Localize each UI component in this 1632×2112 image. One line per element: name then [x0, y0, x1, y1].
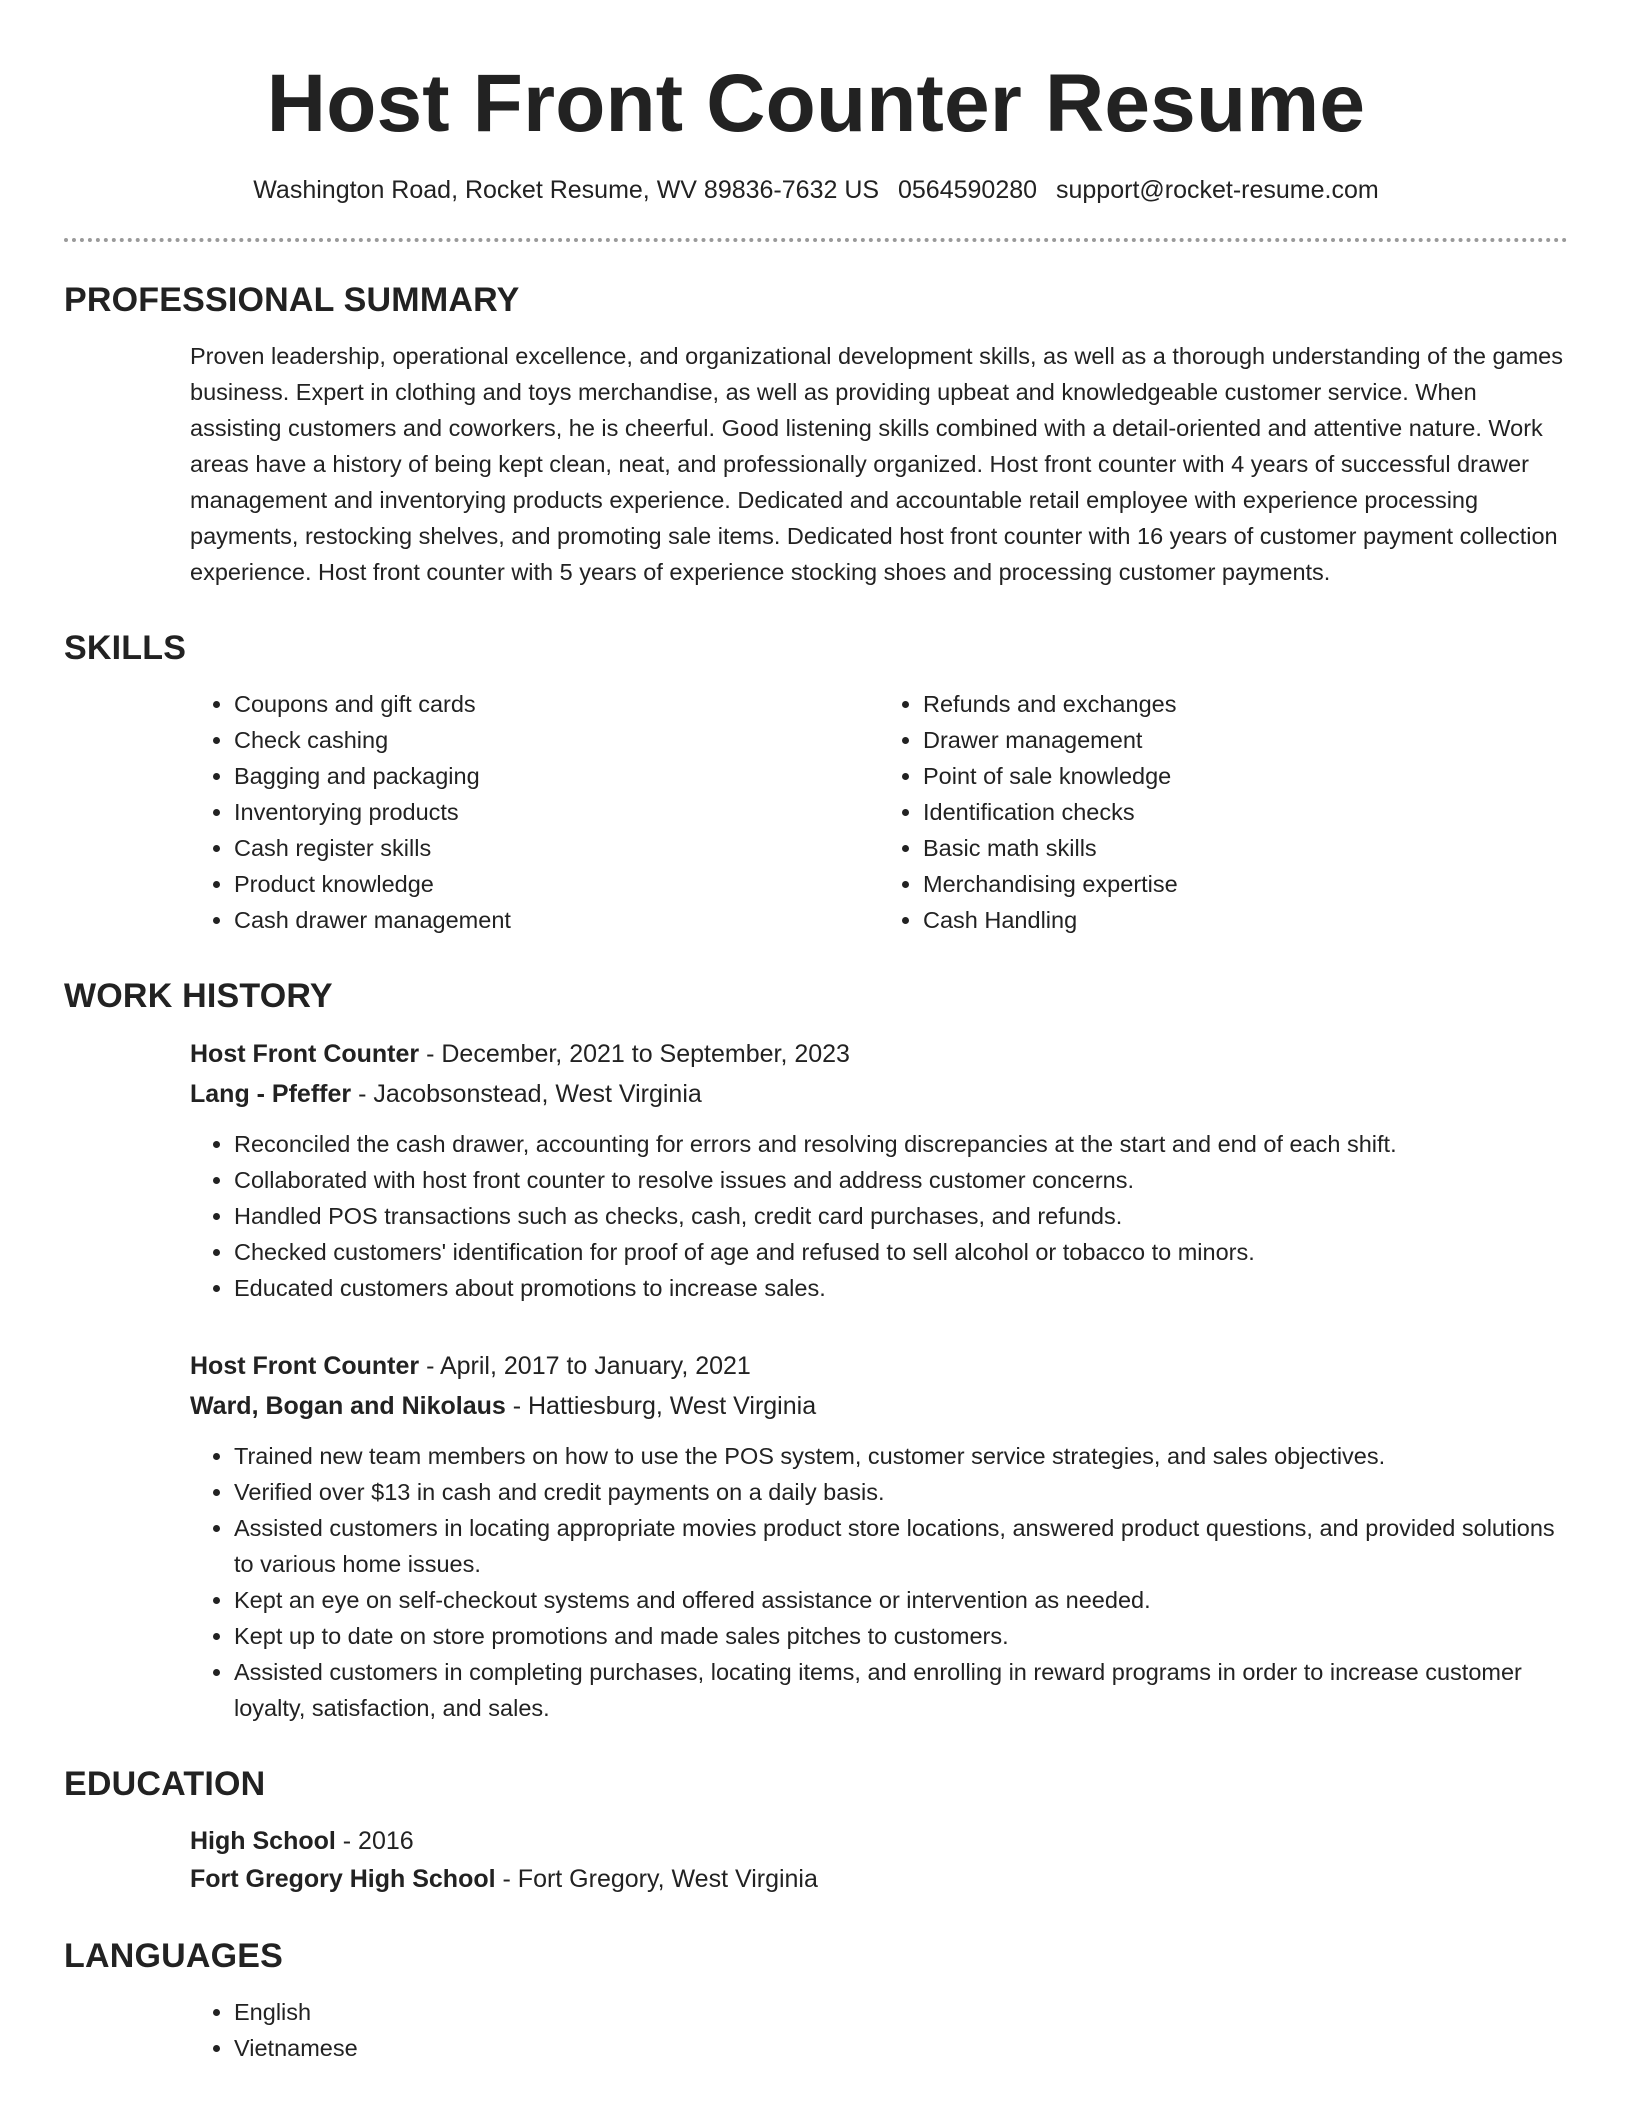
professional-summary-section	[64, 280, 1568, 590]
contact-phone: 0564590280	[898, 176, 1038, 204]
job-bullet: • Reconciled the cash drawer, accounting for errors and resolving discrepancies at the start and end of each shift.	[234, 1126, 1568, 1162]
contact-address: Washington Road, Rocket Resume, WV 89836-7632 US	[253, 176, 880, 204]
resume-header	[64, 0, 1568, 206]
languages-list	[190, 1994, 1568, 2066]
skill-item: • Point of sale knowledge	[923, 758, 1568, 794]
job-company: Ward, Bogan and Nikolaus	[190, 1392, 506, 1420]
job-company: Lang - Pfeffer	[190, 1080, 352, 1108]
job-bullet: • Trained new team members on how to use the POS system, customer service strategies, and sales objectives.	[234, 1438, 1568, 1474]
candidate-name: Host Front Counter Resume	[266, 58, 1366, 149]
skills-section	[64, 628, 1568, 938]
job-entry	[190, 1346, 1568, 1726]
education-school: Fort Gregory High School	[190, 1865, 496, 1893]
job-bullet: • Kept up to date on store promotions and made sales pitches to customers.	[234, 1618, 1568, 1654]
job-company-line	[190, 1386, 1568, 1426]
work-history-section	[64, 976, 1568, 1726]
job-bullets	[190, 1438, 1568, 1726]
section-title-work-history: WORK HISTORY	[64, 977, 333, 1015]
job-role: Host Front Counter	[190, 1352, 420, 1380]
job-company-line	[190, 1074, 1568, 1114]
job-bullet: • Verified over $13 in cash and credit payments on a daily basis.	[234, 1474, 1568, 1510]
education-section	[64, 1764, 1568, 1898]
job-title-line	[190, 1034, 1568, 1074]
section-title-languages: LANGUAGES	[64, 1937, 284, 1975]
job-entry	[190, 1034, 1568, 1306]
skill-item: • Coupons and gift cards	[234, 686, 879, 722]
skill-item: • Inventorying products	[234, 794, 879, 830]
skill-item: • Bagging and packaging	[234, 758, 879, 794]
skills-list-left	[190, 686, 879, 938]
skill-item: • Drawer management	[923, 722, 1568, 758]
contact-email[interactable]: support@rocket-resume.com	[1056, 176, 1379, 204]
skill-item: • Identification checks	[923, 794, 1568, 830]
job-bullet: • Assisted customers in completing purchases, locating items, and enrolling in reward programs in order to increase customer loyalty, satisfaction, and sales.	[234, 1654, 1568, 1726]
summary-text: Proven leadership, operational excellence, and organizational development skills, as well as a thorough understanding of the games business. Expert in clothing and toys merchandise, as well as providing upbeat and knowledgeable customer service. When assisting customers and coworkers, he is cheerful. Good listening skills combined with a detail-oriented and attentive nature. Work areas have a history of being kept clean, neat, and professionally organized. Host front counter with 4 years of successful drawer management and inventorying products experience. Dedicated and accountable retail employee with experience processing payments, restocking shelves, and promoting sale items. Dedicated host front counter with 16 years of customer payment collection experience. Host front counter with 5 years of experience stocking shoes and processing customer payments.	[190, 343, 1563, 585]
skill-item: • Cash Handling	[923, 902, 1568, 938]
skill-item: • Basic math skills	[923, 830, 1568, 866]
education-school-line	[190, 1860, 1568, 1898]
language-item: • Vietnamese	[234, 2030, 1568, 2066]
education-location: - Fort Gregory, West Virginia	[495, 1865, 818, 1893]
skill-item: • Merchandising expertise	[923, 866, 1568, 902]
job-location: - Jacobsonstead, West Virginia	[351, 1080, 702, 1108]
contact-line	[64, 174, 1568, 206]
header-divider	[64, 238, 1568, 242]
job-bullet: • Checked customers' identification for proof of age and refused to sell alcohol or tobacco to minors.	[234, 1234, 1568, 1270]
language-item: • English	[234, 1994, 1568, 2030]
languages-section	[64, 1936, 1568, 2066]
job-role: Host Front Counter	[190, 1040, 420, 1068]
job-title-line	[190, 1346, 1568, 1386]
skill-item: • Cash register skills	[234, 830, 879, 866]
job-dates: - December, 2021 to September, 2023	[419, 1040, 850, 1068]
job-bullet: • Handled POS transactions such as checks, cash, credit card purchases, and refunds.	[234, 1198, 1568, 1234]
skill-item: • Product knowledge	[234, 866, 879, 902]
skill-item: • Refunds and exchanges	[923, 686, 1568, 722]
skill-item: • Cash drawer management	[234, 902, 879, 938]
job-bullet: • Kept an eye on self-checkout systems and offered assistance or intervention as needed.	[234, 1582, 1568, 1618]
job-dates: - April, 2017 to January, 2021	[419, 1352, 751, 1380]
job-bullet: • Educated customers about promotions to increase sales.	[234, 1270, 1568, 1306]
job-bullets	[190, 1126, 1568, 1306]
skill-item: • Check cashing	[234, 722, 879, 758]
job-bullet: • Collaborated with host front counter to resolve issues and address customer concerns.	[234, 1162, 1568, 1198]
job-bullet: • Assisted customers in locating appropriate movies product store locations, answered product questions, and provided solutions to various home issues.	[234, 1510, 1568, 1582]
section-title-education: EDUCATION	[64, 1765, 266, 1803]
section-title-summary: PROFESSIONAL SUMMARY	[64, 281, 520, 319]
education-degree-line	[190, 1822, 1568, 1860]
skills-list-right	[879, 686, 1568, 938]
education-degree: High School	[190, 1827, 336, 1855]
section-title-skills: SKILLS	[64, 629, 187, 667]
education-year: - 2016	[335, 1827, 414, 1855]
job-location: - Hattiesburg, West Virginia	[505, 1392, 817, 1420]
